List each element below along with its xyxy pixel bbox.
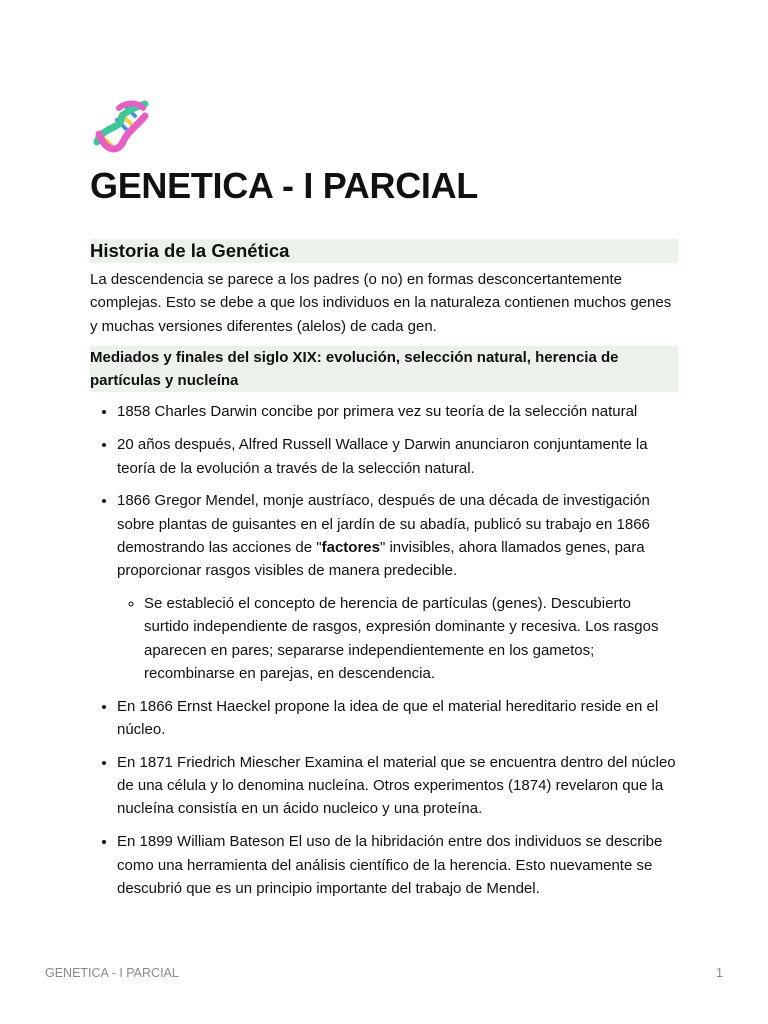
list-item: • 1858 Charles Darwin concibe por primera vez su teoría de la selección natural [117, 400, 678, 423]
list-item [117, 489, 678, 685]
section-heading: Historia de la Genética [90, 239, 678, 263]
sub-heading: Mediados y finales del siglo XIX: evolución, selección natural, herencia de partículas y nucleína [90, 346, 678, 393]
footer-title: GENETICA - I PARCIAL [45, 966, 179, 980]
bold-term: factores [321, 538, 380, 556]
footer-page-number: 1 [716, 966, 723, 980]
list-item-text: 1866 Gregor Mendel, monje austríaco, después de una década de investigación sobre plantas de guisantes en el jardín de su abadía, publicó su trabajo en 1866 demostrando las acciones de " [117, 492, 650, 556]
list-item-text: " invisibles, ahora llamados genes, para proporcionar rasgos visibles de manera predecible. [117, 538, 645, 580]
page-title: GENETICA - I PARCIAL [90, 165, 478, 206]
list-item: • En 1899 William Bateson El uso de la hibridación entre dos individuos se describe como una herramienta del análisis científico de la herencia. Esto nuevamente se descubrió que es un principio importante del trabajo de Mendel. [117, 830, 678, 900]
list-item: • 20 años después, Alfred Russell Wallace y Darwin anunciaron conjuntamente la teoría de la evolución a través de la selección natural. [117, 433, 678, 480]
list-item: • En 1866 Ernst Haeckel propone la idea de que el material hereditario reside en el núcleo. [117, 695, 678, 742]
list-item: • En 1871 Friedrich Miescher Examina el material que se encuentra dentro del núcleo de una célula y lo denomina nucleína. Otros experimentos (1874) revelaron que la nucleína consistía en un ácido nucleico y una proteína. [117, 751, 678, 821]
intro-paragraph: La descendencia se parece a los padres (o no) en formas desconcertantemente complejas. Esto se debe a que los individuos en la naturaleza contienen muchos genes y muchas versiones diferentes (alelos) de cada gen. [90, 271, 672, 335]
sub-bullet-list [117, 592, 678, 685]
dna-icon [91, 98, 149, 156]
document-page [90, 98, 678, 910]
sub-list-item: ◦ Se estableció el concepto de herencia de partículas (genes). Descubierto surtido independiente de rasgos, expresión dominante y recesiva. Los rasgos aparecen en pares; separarse independientemente en los gametos; recombinarse en parejas, en descendencia. [144, 592, 678, 685]
bullet-list [90, 400, 678, 900]
